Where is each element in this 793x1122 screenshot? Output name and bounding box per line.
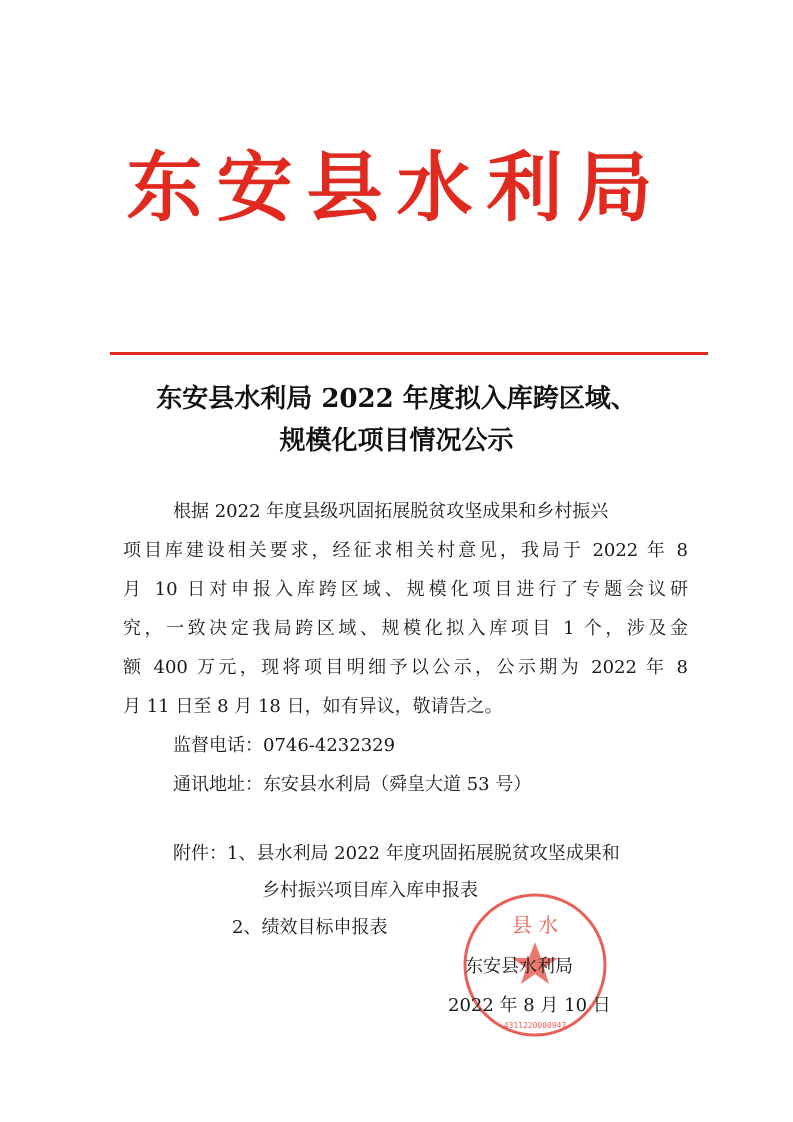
phone-row <box>173 737 395 755</box>
seal-top-text: 县 水 <box>511 913 559 937</box>
masthead-divider <box>110 352 708 355</box>
paragraph-line-1: 根据 2022 年度县级巩固拓展脱贫攻坚成果和乡村振兴 <box>173 501 609 522</box>
address-value: 东安县水利局（舜皇大道 53 号） <box>263 774 532 795</box>
paragraph-line-6: 月 11 日至 8 月 18 日，如有异议，敬请告之。 <box>123 696 503 717</box>
seal-number: 4311220000947 <box>503 1021 567 1030</box>
masthead-title: 东安县水利局 <box>126 143 667 232</box>
signature-org: 东安县水利局 <box>465 956 573 977</box>
paragraph-line-4: 究，一致决定我局跨区域、规模化拟入库项目 1 个，涉及金 <box>123 618 688 639</box>
document-title-line-2: 规模化项目情况公示 <box>279 426 514 456</box>
address-label: 通讯地址： <box>173 774 263 795</box>
phone-label: 监督电话： <box>173 735 263 756</box>
paragraph-line-3: 月 10 日对申报入库跨区域、规模化项目进行了专题会议研 <box>123 579 688 600</box>
attachment-item-1: 1、县水利局 2022 年度巩固拓展脱贫攻坚成果和 <box>227 843 620 864</box>
attachment-row-1 <box>173 845 620 863</box>
phone-value: 0746-4232329 <box>263 735 396 756</box>
signature-date: 2022 年 8 月 10 日 <box>448 995 611 1016</box>
attachment-item-1-cont: 乡村振兴项目库入库申报表 <box>262 880 478 901</box>
address-row <box>173 776 531 794</box>
paragraph-line-2: 项目库建设相关要求，经征求相关村意见，我局于 2022 年 8 <box>123 540 688 561</box>
attachment-item-2: 2、绩效目标申报表 <box>232 917 388 938</box>
document-title-line-1: 东安县水利局 2022 年度拟入库跨区域、 <box>156 384 637 414</box>
paragraph-line-5: 额 400 万元，现将项目明细予以公示，公示期为 2022 年 8 <box>123 657 688 678</box>
attachment-label: 附件： <box>173 843 227 864</box>
